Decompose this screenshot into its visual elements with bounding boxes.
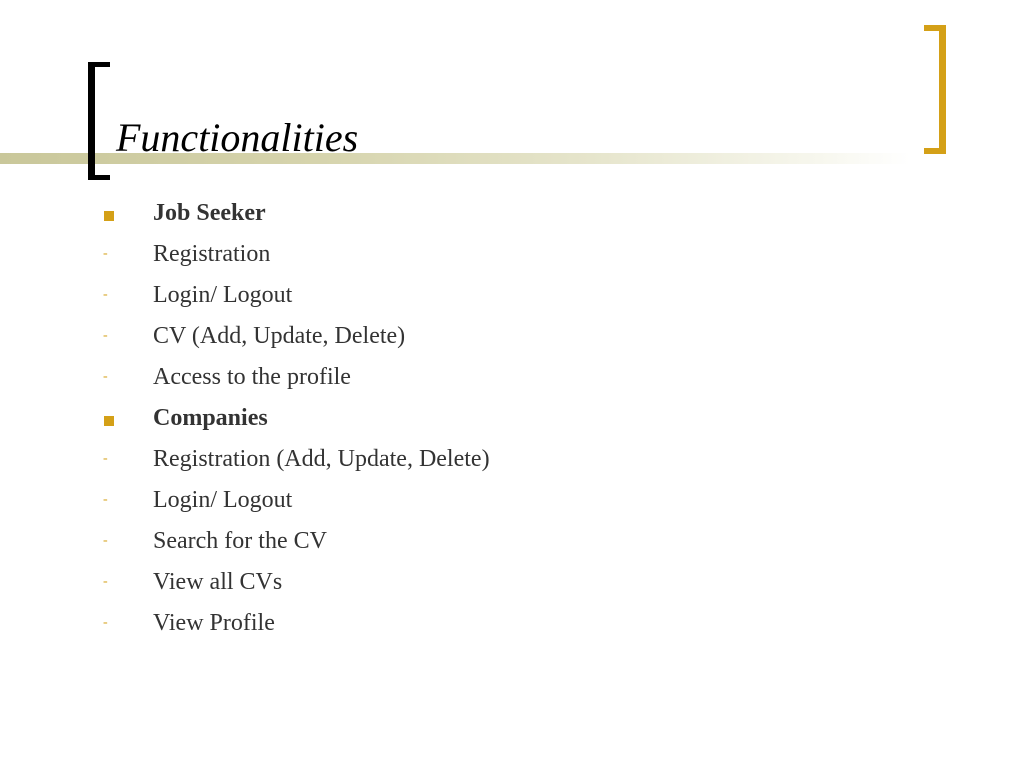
right-bracket-decoration — [924, 25, 946, 154]
dash-bullet-icon: - — [103, 533, 108, 548]
bullet-text: View all CVs — [153, 569, 283, 595]
bullet-item-login-logout — [0, 275, 900, 316]
square-bullet-icon — [104, 416, 114, 426]
bullet-item-registration — [0, 234, 900, 275]
dash-bullet-icon: - — [103, 287, 108, 302]
bullet-item-company-login-logout — [0, 480, 900, 521]
slide-title: Functionalities — [116, 115, 359, 160]
dash-bullet-icon: - — [103, 369, 108, 384]
bullet-item-cv — [0, 316, 900, 357]
bullet-text: Login/ Logout — [153, 282, 293, 308]
bullet-text: Search for the CV — [153, 528, 327, 554]
bullet-item-access-profile — [0, 357, 900, 398]
bullet-text: Access to the profile — [153, 364, 351, 390]
bullet-text: Companies — [153, 405, 268, 431]
bullet-text: Registration (Add, Update, Delete) — [153, 446, 490, 472]
bullet-item-company-registration — [0, 439, 900, 480]
bullet-text: CV (Add, Update, Delete) — [153, 323, 406, 349]
bullet-text: Job Seeker — [153, 200, 266, 226]
dash-bullet-icon: - — [103, 574, 108, 589]
dash-bullet-icon: - — [103, 451, 108, 466]
bullet-list — [0, 193, 900, 644]
dash-bullet-icon: - — [103, 328, 108, 343]
dash-bullet-icon: - — [103, 492, 108, 507]
bullet-item-search-cv — [0, 521, 900, 562]
bullet-item-view-profile — [0, 603, 900, 644]
bullet-text: Login/ Logout — [153, 487, 293, 513]
bullet-item-view-all-cvs — [0, 562, 900, 603]
bullet-item-job-seeker — [0, 193, 900, 234]
dash-bullet-icon: - — [103, 615, 108, 630]
dash-bullet-icon: - — [103, 246, 108, 261]
square-bullet-icon — [104, 211, 114, 221]
bullet-text: Registration — [153, 241, 271, 267]
bullet-item-companies — [0, 398, 900, 439]
bullet-text: View Profile — [153, 610, 275, 636]
left-bracket-decoration — [88, 62, 110, 180]
